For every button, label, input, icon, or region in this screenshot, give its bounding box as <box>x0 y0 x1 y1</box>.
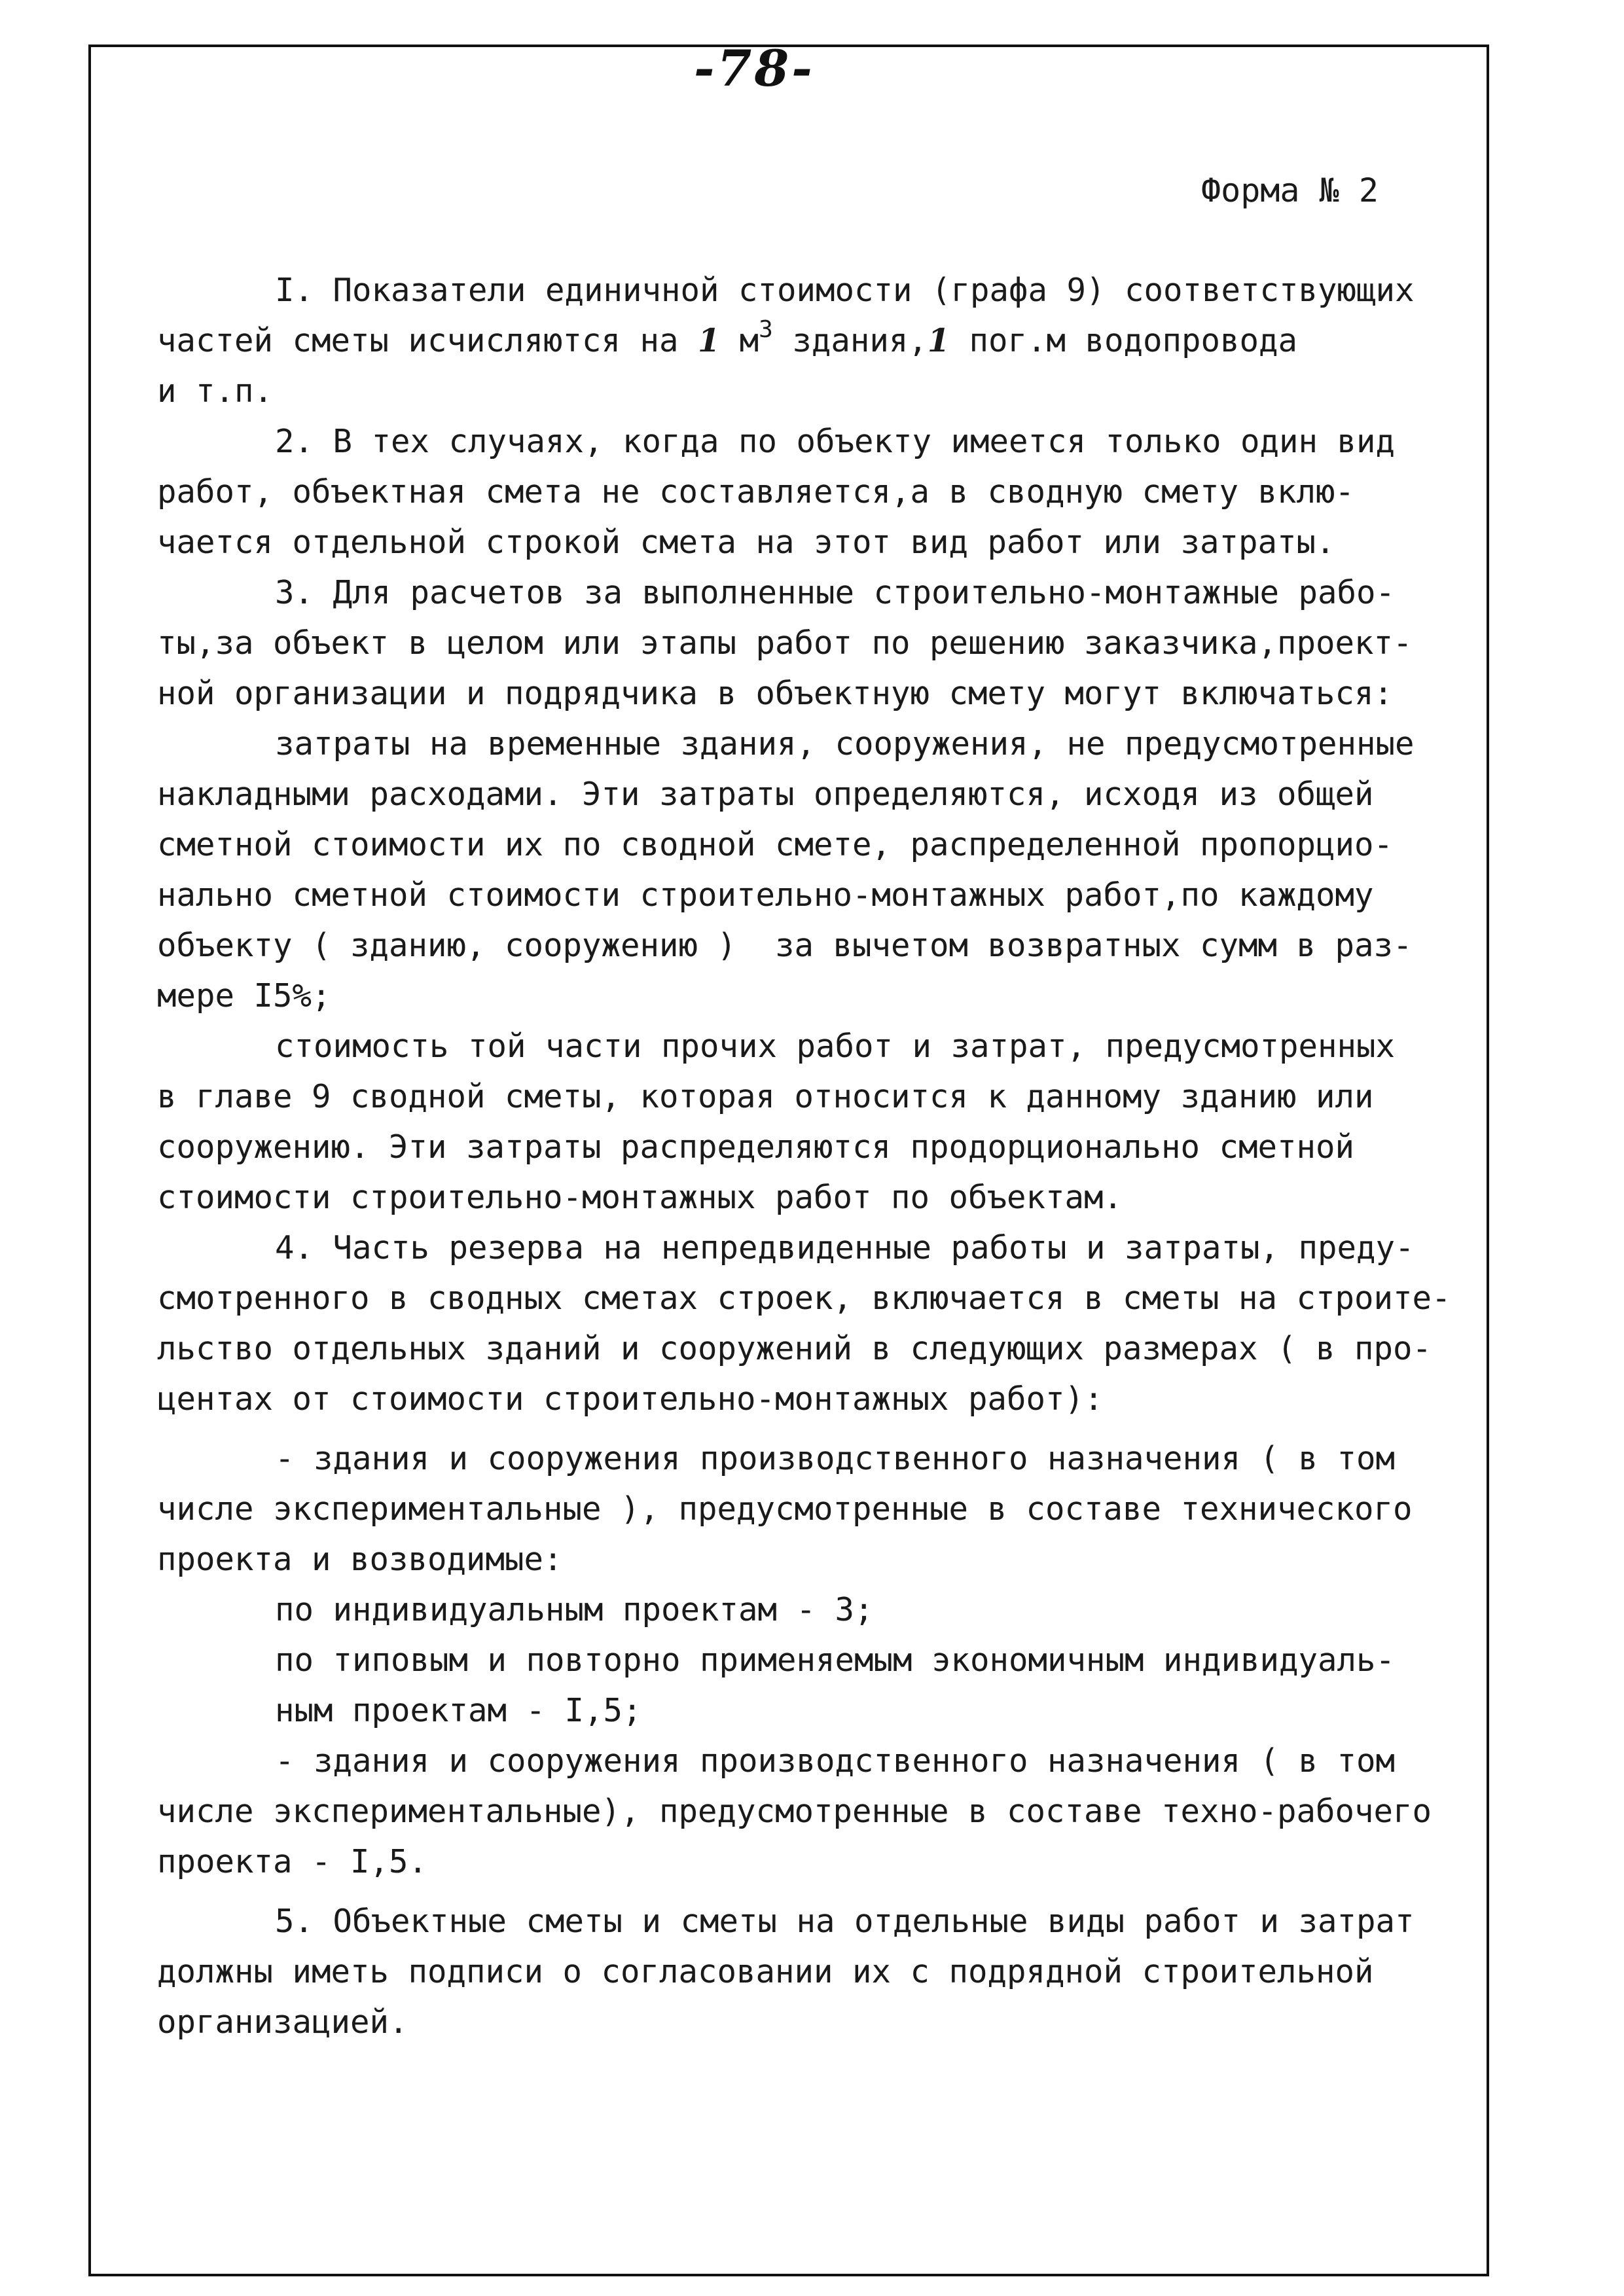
form-label: Форма № 2 <box>1201 171 1379 209</box>
p4-line-2: смотренного в сводных сметах строек, включается в сметы на строите- <box>157 1280 1451 1317</box>
p3a-line-5: объекту ( зданию, сооружению ) за вычетом возвратных сумм в раз- <box>157 927 1413 964</box>
p3-line-2: ты,за объект в целом или этапы работ по решению заказчика,проект- <box>157 624 1413 662</box>
p3b-line-1: стоимость той части прочих работ и затрат, предусмотренных <box>275 1028 1396 1065</box>
p2-line-1: 2. В тех случаях, когда по объекту имеется только один вид <box>275 423 1396 460</box>
p4-line-3: льство отдельных зданий и сооружений в следующих размерах ( в про- <box>157 1330 1432 1367</box>
p1-line-2-text-c: здания, <box>772 322 928 359</box>
p4a-line-1: - здания и сооружения производственного назначения ( в том <box>275 1440 1396 1477</box>
p3a-line-3: сметной стоимости их по сводной смете, распределенной пропорцио- <box>157 826 1394 863</box>
p1-line-2-text-b: м <box>720 322 759 359</box>
p4c-line-1: по типовым и повторно применяемым экономичным индивидуаль- <box>275 1641 1396 1679</box>
p2-line-3: чается отдельной строкой смета на этот вид работ или затраты. <box>157 524 1335 561</box>
p4d-line-1: - здания и сооружения производственного назначения ( в том <box>275 1742 1396 1780</box>
p3b-line-3: сооружению. Эти затраты распределяются продорционально сметной <box>157 1128 1355 1166</box>
p3b-line-4: стоимости строительно-монтажных работ по объектам. <box>157 1179 1123 1216</box>
handwritten-number-1: 1 <box>698 321 721 359</box>
p1-line-1: I. Показатели единичной стоимости (графа 9) соответствующих <box>275 272 1415 309</box>
p2-line-2: работ, объектная смета не составляется,а в сводную смету вклю- <box>157 473 1355 511</box>
p3a-line-1: затраты на временные здания, сооружения, не предусмотренные <box>275 725 1415 762</box>
p1-line-2 <box>157 315 1297 369</box>
p4c-line-2: ным проектам - I,5; <box>275 1692 642 1729</box>
p4a-line-3: проекта и возводимые: <box>157 1541 563 1578</box>
p4b-line-1: по индивидуальным проектам - 3; <box>275 1591 874 1628</box>
p3-line-3: ной организации и подрядчика в объектную смету могут включаться: <box>157 675 1394 712</box>
p3a-line-2: накладными расходами. Эти затраты определяются, исходя из общей <box>157 776 1374 813</box>
p4d-line-3: проекта - I,5. <box>157 1843 428 1880</box>
p4-line-4: центах от стоимости строительно-монтажных работ): <box>157 1380 1104 1418</box>
p4d-line-2: числе экспериментальные), предусмотренные в составе техно-рабочего <box>157 1793 1432 1830</box>
p3b-line-2: в главе 9 сводной сметы, которая относится к данному зданию или <box>157 1078 1374 1115</box>
p1-line-2-text-a: частей сметы исчисляются на <box>157 322 698 359</box>
p1-line-2-text-d: пог.м водопровода <box>949 322 1297 359</box>
p4-line-1: 4. Часть резерва на непредвиденные работы и затраты, преду- <box>275 1229 1415 1266</box>
p3a-line-4: нально сметной стоимости строительно-монтажных работ,по каждому <box>157 876 1374 914</box>
p5-line-3: организацией. <box>157 2003 408 2041</box>
p5-line-2: должны иметь подписи о согласовании их с подрядной строительной <box>157 1953 1374 1990</box>
handwritten-number-2: 1 <box>927 321 950 359</box>
p1-line-3: и т.п. <box>157 372 274 410</box>
p3a-line-6: мере I5%; <box>157 977 331 1014</box>
p4a-line-2: числе экспериментальные ), предусмотренные в составе технического <box>157 1490 1413 1528</box>
page-number: -78- <box>694 39 815 98</box>
p3-line-1: 3. Для расчетов за выполненные строительно-монтажные рабо- <box>275 574 1396 611</box>
superscript-3: 3 <box>759 316 773 343</box>
p5-line-1: 5. Объектные сметы и сметы на отдельные виды работ и затрат <box>275 1903 1415 1940</box>
